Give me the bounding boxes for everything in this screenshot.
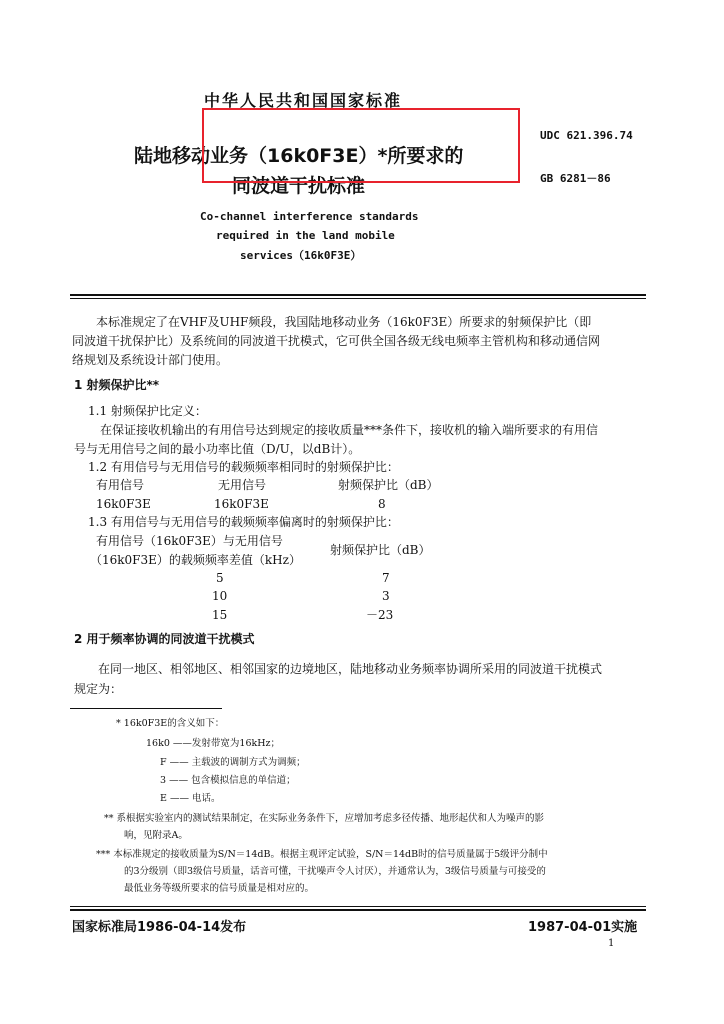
section2-heading: 2 用于频率协调的同波道干扰模式	[74, 632, 255, 646]
footnote2-line1: ** 系根据实验室内的测试结果制定，在实际业务条件下，应增加考虑多径传播、地形起伏和人为噪声的影	[104, 813, 545, 824]
intro-line2: 同波道干扰保护比）及系统间的同波道干扰模式，它可供全国各级无线电频率主管机构和移动通信网	[72, 334, 601, 348]
table2-row-diff: 15	[212, 608, 228, 622]
table1-header-unwanted: 无用信号	[218, 478, 267, 492]
footnote1-item: E —— 电话。	[160, 793, 221, 804]
table1-cell-unwanted: 16k0F3E	[214, 497, 269, 511]
table2-header-right: 射频保护比（dB）	[330, 543, 431, 557]
intro-line3: 络规划及系统设计部门使用。	[72, 353, 229, 367]
footnote3-line2: 的3分级别（即3级信号质量，话音可懂，干扰噪声令人讨厌），并通常认为，3级信号质量与可接受的	[124, 866, 546, 877]
title-en-line1: Co-channel interference standards	[200, 210, 419, 223]
table1-header-wanted: 有用信号	[96, 478, 145, 492]
table1-cell-wanted: 16k0F3E	[96, 497, 151, 511]
table2-row-diff: 10	[212, 589, 228, 603]
footnote3-line1: *** 本标准规定的接收质量为S/N＝14dB。根据主观评定试验，S/N＝14dB时的信号质量属于5级评分制中	[96, 849, 548, 860]
effective-date: 1987-04-01实施	[528, 920, 638, 935]
title-en-line3: services（16k0F3E）	[240, 249, 362, 262]
table2-header-left-line2: （16k0F3E）的载频频率差值（kHz）	[90, 553, 301, 567]
footer-rule-thick	[70, 909, 646, 911]
table2-row-ratio: 7	[382, 571, 390, 585]
table2-header-left-line1: 有用信号（16k0F3E）与无用信号	[96, 534, 283, 548]
footnote3-line3: 最低业务等级所要求的信号质量是相对应的。	[124, 883, 315, 894]
footnote1-title: * 16k0F3E的含义如下：	[116, 718, 225, 729]
top-rule-thick	[70, 294, 646, 296]
section1-2-heading: 1.2 有用信号与无用信号的载频频率相同时的射频保护比：	[88, 460, 399, 474]
footnote1-item: F —— 主载波的调制方式为调频；	[160, 757, 306, 768]
footnote1-item: 16k0 ——发射带宽为16kHz；	[146, 738, 281, 749]
udc-code: UDC 621.396.74	[540, 129, 633, 142]
top-rule-thin	[70, 298, 646, 299]
footnote1-item: 3 —— 包含模拟信息的单信道；	[160, 775, 296, 786]
section1-1-line2: 号与无用信号之间的最小功率比值（D/U，以dB计）。	[74, 442, 361, 456]
table2-row-ratio: 3	[382, 589, 390, 603]
section1-3-heading: 1.3 有用信号与无用信号的载频频率偏离时的射频保护比：	[88, 515, 399, 529]
section1-1-heading: 1.1 射频保护比定义：	[88, 404, 207, 418]
table1-cell-ratio: 8	[378, 497, 386, 511]
issue-date: 国家标准局1986-04-14发布	[72, 920, 247, 935]
intro-line1: 本标准规定了在VHF及UHF频段，我国陆地移动业务（16k0F3E）所要求的射频保护比（即	[96, 315, 592, 329]
title-cn-line2: 同波道干扰标准	[232, 175, 366, 197]
gb-code: GB 6281－86	[540, 172, 611, 185]
national-standard-heading: 中华人民共和国国家标准	[204, 91, 403, 110]
table1-header-ratio: 射频保护比（dB）	[338, 478, 439, 492]
table2-row-diff: 5	[216, 571, 224, 585]
footer-rule-thin	[70, 906, 646, 907]
table2-row-ratio: －23	[366, 608, 394, 622]
section1-1-line1: 在保证接收机输出的有用信号达到规定的接收质量***条件下，接收机的输入端所要求的有用信	[100, 423, 599, 437]
footnote2-line2: 响，见附录A。	[124, 830, 188, 841]
footnote-rule	[70, 708, 222, 709]
highlight-box	[202, 108, 520, 183]
title-cn-line1: 陆地移动业务（16k0F3E）*所要求的	[134, 145, 464, 167]
section2-line1: 在同一地区、相邻地区、相邻国家的边境地区，陆地移动业务频率协调所采用的同波道干扰模式	[98, 662, 603, 676]
section2-line2: 规定为：	[74, 682, 123, 696]
section1-heading: 1 射频保护比**	[74, 378, 160, 392]
title-en-line2: required in the land mobile	[216, 229, 395, 242]
page-number: 1	[608, 938, 615, 949]
